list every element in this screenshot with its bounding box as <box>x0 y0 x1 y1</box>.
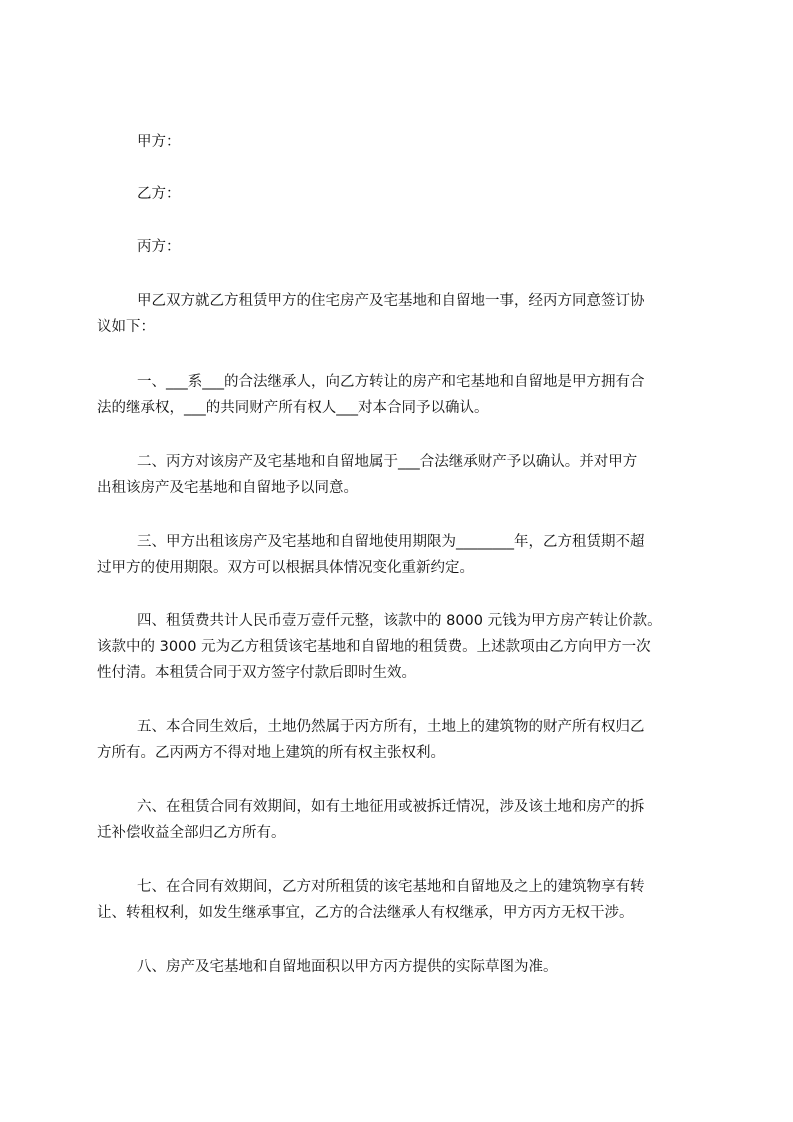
paragraph-line: 二、丙方对该房产及宅基地和自留地属于___合法继承财产予以确认。并对甲方 <box>137 454 638 470</box>
paragraph-line: 该款中的 3000 元为乙方租赁该宅基地和自留地的租赁费。上述款项由乙方向甲方一次 <box>97 639 651 655</box>
paragraph-line: 甲乙双方就乙方租赁甲方的住宅房产及宅基地和自留地一事，经丙方同意签订协 <box>137 293 645 309</box>
paragraph-line: 八、房产及宅基地和自留地面积以甲方丙方提供的实际草图为准。 <box>137 959 558 975</box>
paragraph-line: 出租该房产及宅基地和自留地予以同意。 <box>97 480 358 496</box>
paragraph-line: 一、___系___的合法继承人，向乙方转让的房产和宅基地和自留地是甲方拥有合 <box>137 374 645 390</box>
party-c-label: 丙方： <box>137 239 181 255</box>
paragraph-line: 六、在租赁合同有效期间，如有土地征用或被拆迁情况，涉及该土地和房产的拆 <box>137 799 645 815</box>
paragraph-line: 迁补偿收益全部归乙方所有。 <box>97 825 286 841</box>
party-b-label: 乙方： <box>137 186 181 202</box>
party-a-label: 甲方： <box>137 134 181 150</box>
paragraph-line: 过甲方的使用期限。双方可以根据具体情况变化重新约定。 <box>97 560 474 576</box>
paragraph-line: 性付清。本租赁合同于双方签字付款后即时生效。 <box>97 665 416 681</box>
paragraph-line: 方所有。乙丙两方不得对地上建筑的所有权主张权利。 <box>97 745 445 761</box>
paragraph-line: 七、在合同有效期间，乙方对所租赁的该宅基地和自留地及之上的建筑物享有转 <box>137 879 645 895</box>
paragraph-line: 五、本合同生效后，土地仍然属于丙方所有，土地上的建筑物的财产所有权归乙 <box>137 719 645 735</box>
paragraph-line: 四、租赁费共计人民币壹万壹仟元整，该款中的 8000 元钱为甲方房产转让价款。 <box>137 613 662 629</box>
paragraph-line: 议如下： <box>97 319 155 335</box>
paragraph-line: 法的继承权，___的共同财产所有权人___对本合同予以确认。 <box>97 400 489 416</box>
paragraph-line: 让、转租权利，如发生继承事宜，乙方的合法继承人有权继承，甲方丙方无权干涉。 <box>97 905 634 921</box>
paragraph-line: 三、甲方出租该房产及宅基地和自留地使用期限为________年，乙方租赁期不超 <box>137 534 645 550</box>
